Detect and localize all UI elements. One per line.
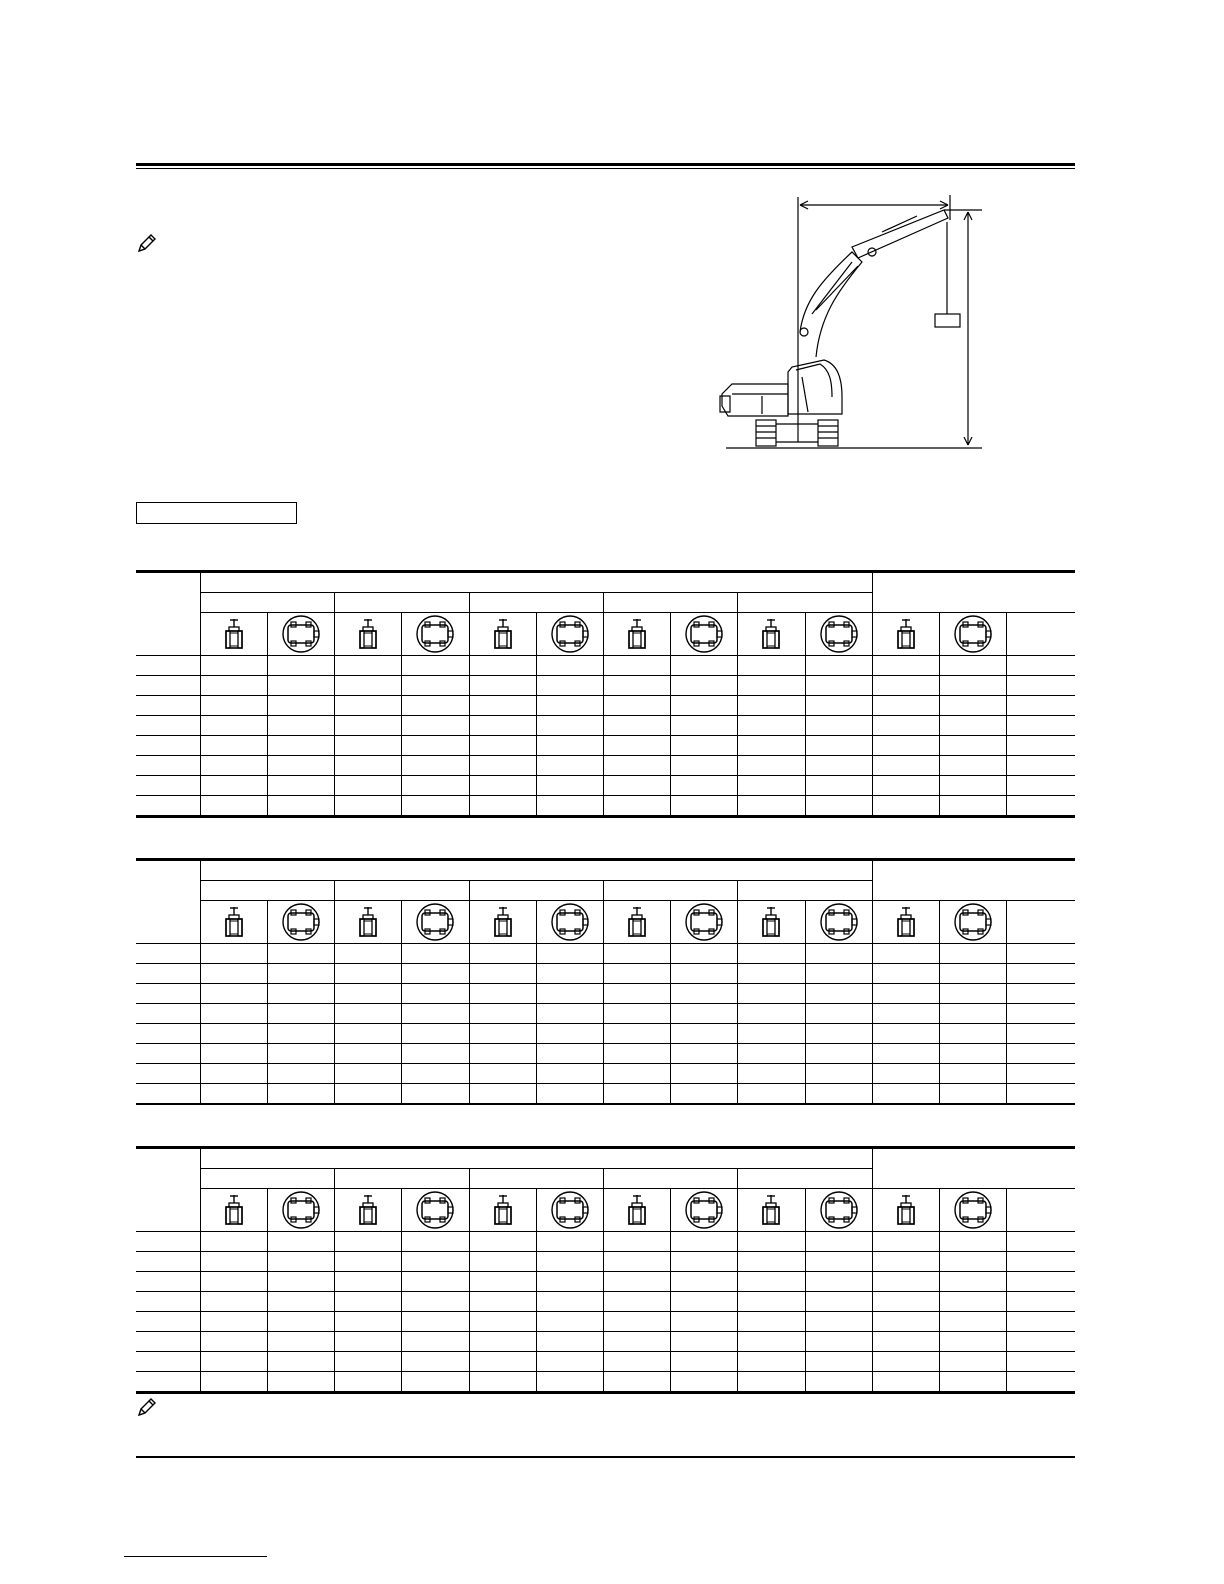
- header-rule-thin: [136, 168, 1075, 169]
- over-side-icon: [415, 1190, 455, 1230]
- over-side-icon: [550, 614, 590, 654]
- table-row: [136, 1272, 1075, 1292]
- table-row: [136, 1252, 1075, 1272]
- over-side-cell: [267, 613, 334, 656]
- over-side-icon: [281, 1190, 321, 1230]
- over-front-icon: [760, 618, 782, 650]
- table-row: [136, 1372, 1075, 1393]
- table-row: [136, 696, 1075, 716]
- over-front-icon: [492, 618, 514, 650]
- over-side-icon: [281, 902, 321, 942]
- table-row: [136, 736, 1075, 756]
- over-side-icon: [819, 902, 859, 942]
- icon-row: [136, 613, 1075, 656]
- over-front-icon: [357, 906, 379, 938]
- over-front-cell: [335, 613, 402, 656]
- over-side-icon: [684, 1190, 724, 1230]
- table-row: [136, 944, 1075, 964]
- load-table-1: [136, 570, 1075, 818]
- table-row: [136, 716, 1075, 736]
- over-front-icon: [223, 1194, 245, 1226]
- header-cell: [335, 593, 469, 613]
- over-side-icon: [819, 614, 859, 654]
- table-row: [136, 1352, 1075, 1372]
- over-front-icon: [760, 1194, 782, 1226]
- over-side-icon: [953, 902, 993, 942]
- table-row: [136, 1044, 1075, 1064]
- header-cell: [136, 572, 200, 656]
- header-cell: [200, 572, 872, 593]
- over-front-cell: [469, 613, 536, 656]
- over-front-icon: [626, 1194, 648, 1226]
- table-row: [136, 676, 1075, 696]
- table-row: [136, 1024, 1075, 1044]
- table-row: [136, 776, 1075, 796]
- header-cell: [738, 593, 872, 613]
- icon-row: [136, 901, 1075, 944]
- table-row: [136, 1064, 1075, 1084]
- over-front-cell: [200, 613, 267, 656]
- header-cell: [136, 860, 200, 944]
- over-side-cell: [939, 613, 1006, 656]
- over-front-icon: [895, 618, 917, 650]
- table-header-row: [136, 860, 1075, 881]
- table-row: [136, 656, 1075, 676]
- over-front-icon: [492, 1194, 514, 1226]
- header-cell: [872, 572, 1075, 613]
- table-row: [136, 964, 1075, 984]
- over-side-cell: [536, 613, 603, 656]
- table-row: [136, 1232, 1075, 1252]
- over-side-icon: [415, 614, 455, 654]
- header-cell: [200, 860, 872, 881]
- over-front-icon: [760, 906, 782, 938]
- over-side-cell: [671, 613, 738, 656]
- over-side-icon: [415, 902, 455, 942]
- table-header-row: [136, 1148, 1075, 1169]
- section-label-box: [136, 502, 297, 524]
- header-cell: [469, 593, 603, 613]
- pencil-note-icon: [136, 1396, 158, 1418]
- table-row: [136, 1084, 1075, 1105]
- over-front-icon: [895, 1194, 917, 1226]
- over-front-icon: [895, 906, 917, 938]
- over-side-icon: [550, 1190, 590, 1230]
- table-row: [136, 984, 1075, 1004]
- pencil-note-icon: [136, 232, 158, 254]
- header-cell: [872, 1148, 1075, 1189]
- footer-link-underline[interactable]: [124, 1556, 267, 1557]
- table-row: [136, 1332, 1075, 1352]
- over-front-icon: [626, 906, 648, 938]
- over-front-icon: [223, 906, 245, 938]
- load-table-3: [136, 1146, 1075, 1394]
- over-side-icon: [819, 1190, 859, 1230]
- excavator-lift-diagram: [712, 192, 984, 454]
- over-side-icon: [550, 902, 590, 942]
- icon-row: [136, 1189, 1075, 1232]
- over-front-cell: [872, 613, 939, 656]
- table-row: [136, 756, 1075, 776]
- table-row: [136, 796, 1075, 817]
- header-rule: [136, 163, 1075, 166]
- over-front-icon: [223, 618, 245, 650]
- header-cell: [200, 1148, 872, 1169]
- over-side-icon: [281, 614, 321, 654]
- over-front-cell: [738, 613, 805, 656]
- over-front-cell: [603, 613, 670, 656]
- table-header-row: [136, 572, 1075, 593]
- over-side-icon: [684, 614, 724, 654]
- over-side-cell: [402, 613, 469, 656]
- over-side-icon: [684, 902, 724, 942]
- header-cell: [1007, 613, 1075, 656]
- table-row: [136, 1004, 1075, 1024]
- over-front-icon: [357, 1194, 379, 1226]
- header-cell: [872, 860, 1075, 901]
- over-front-icon: [357, 618, 379, 650]
- table-row: [136, 1292, 1075, 1312]
- over-front-icon: [626, 618, 648, 650]
- load-table-2: [136, 858, 1075, 1105]
- over-front-icon: [492, 906, 514, 938]
- header-cell: [136, 1148, 200, 1232]
- table-row: [136, 1312, 1075, 1332]
- over-side-icon: [953, 1190, 993, 1230]
- footer-rule: [136, 1456, 1075, 1458]
- over-side-cell: [805, 613, 872, 656]
- over-side-icon: [953, 614, 993, 654]
- header-cell: [603, 593, 737, 613]
- header-cell: [200, 593, 334, 613]
